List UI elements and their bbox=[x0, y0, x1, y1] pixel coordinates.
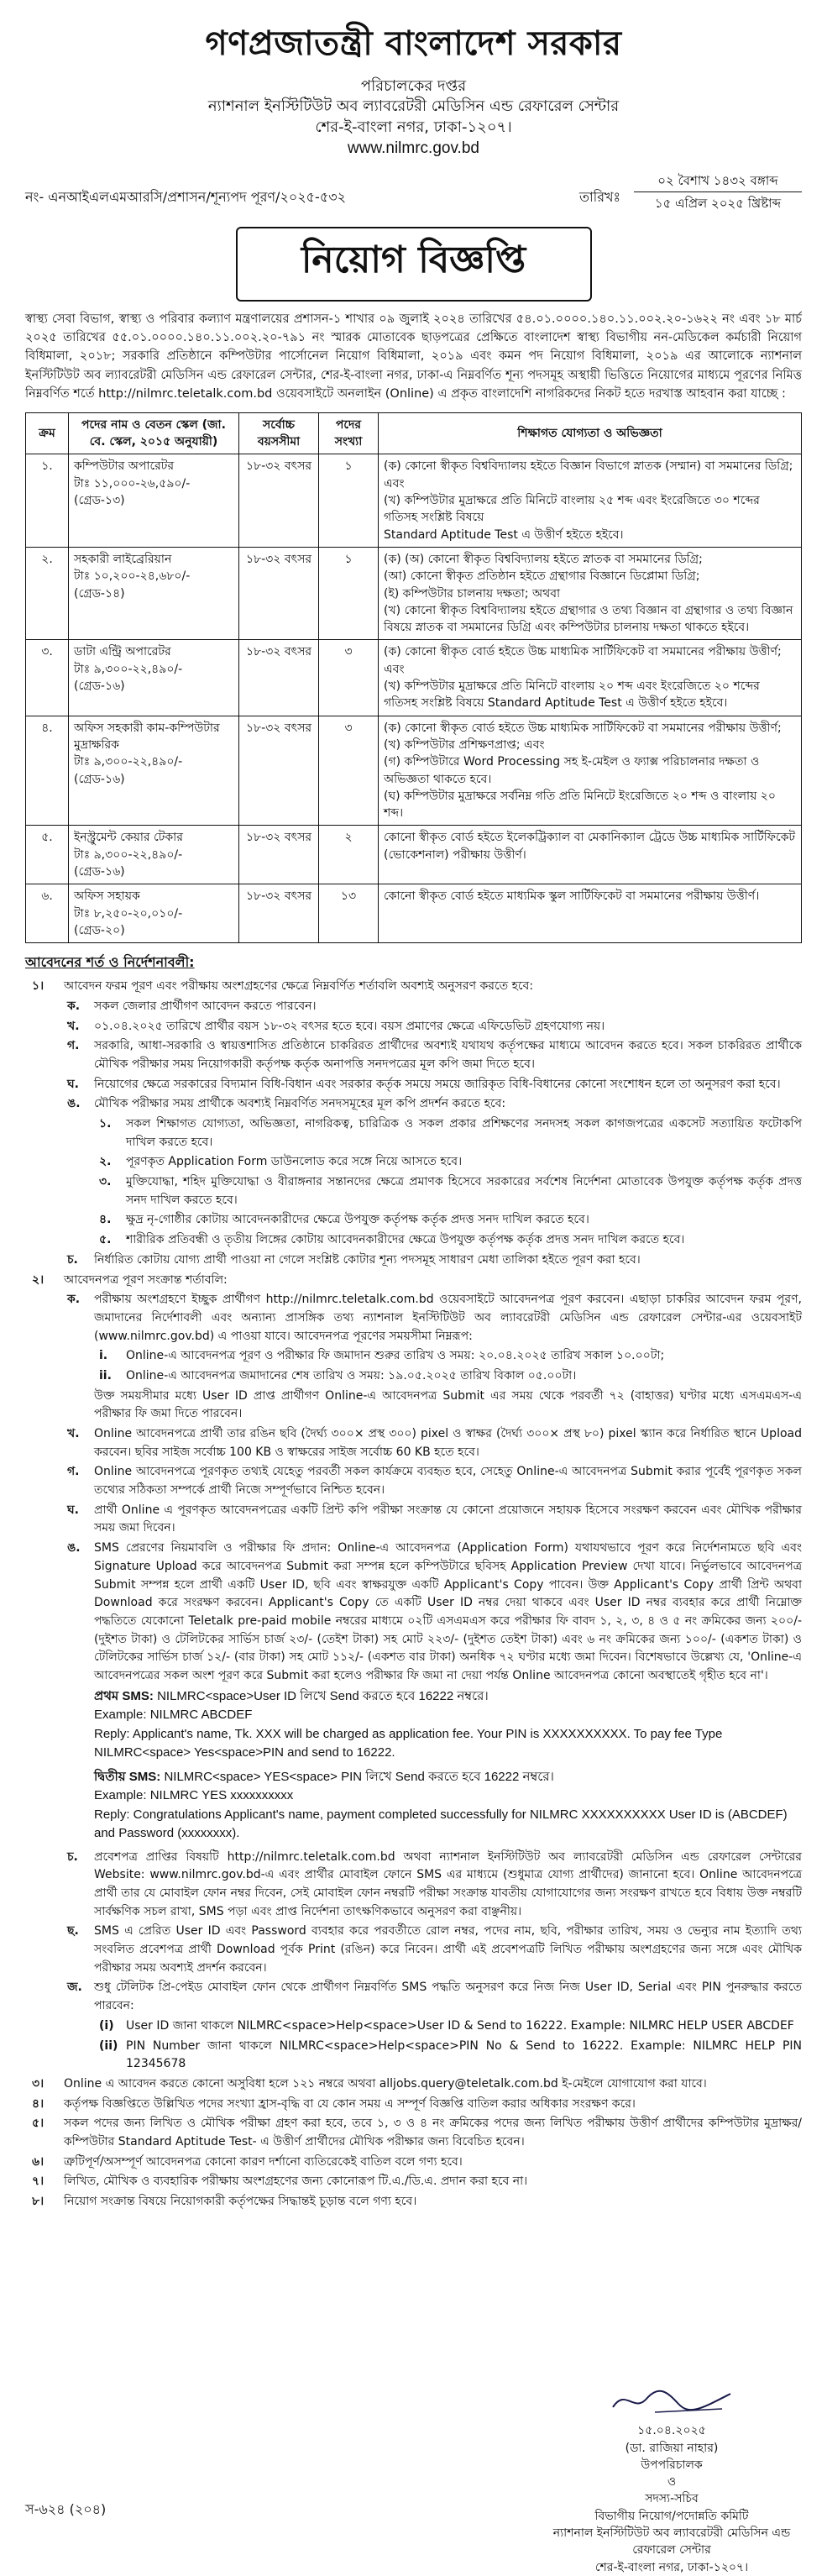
serial-number: ১. bbox=[41, 459, 53, 474]
table-row bbox=[26, 640, 802, 716]
qualification-line: Standard Aptitude Test এ উত্তীর্ণ হইতে হইবে। bbox=[384, 527, 624, 542]
qualification-line: কোনো স্বীকৃত বোর্ড হইতে ইলেকট্রিক্যাল বা মেকানিক্যাল ট্রেডে উচ্চ মাধ্যমিক সার্টিফিকেট (ভোকেশনাল) পরীক্ষায় উত্তীর্ণ। bbox=[384, 831, 796, 862]
header-age: সর্বোচ্চ বয়সসীমা bbox=[239, 412, 319, 454]
rule-number: ৫। bbox=[32, 2117, 44, 2131]
rule-item bbox=[25, 1388, 802, 1424]
rule-item bbox=[25, 1251, 802, 1270]
rule-number: ৭। bbox=[32, 2175, 44, 2189]
rule-text: Online আবেদনপত্রে পূরণকৃত তথ্যই যেহেতু পরবর্তী সকল কার্যক্রমে ব্যবহৃত হবে, সেহেতু Online-এ আবেদনপত্র Submit করার পূর্বেই পূরণকৃত সকল তথ্যের সঠিকতা সম্পর্কে প্রার্থী নিজে সম্পূর্ণভাবে নিশ্চিত হবেন। bbox=[94, 1465, 802, 1498]
date-bangla: ০২ বৈশাখ ১৪৩২ বঙ্গাব্দ bbox=[657, 172, 778, 188]
pay-scale: টাঃ ১১,০০০-২৬,৫৯০/- bbox=[74, 476, 191, 491]
age-cell bbox=[239, 884, 319, 943]
pay-scale: টাঃ ৯,৩০০-২২,৪৯০/- bbox=[74, 755, 183, 769]
serial-cell bbox=[26, 716, 69, 826]
serial-number: ৪. bbox=[41, 721, 53, 735]
rule-item bbox=[25, 1231, 802, 1250]
rule-item bbox=[25, 1076, 802, 1094]
signatory-conjunction: ও bbox=[667, 2475, 677, 2489]
qualification-line: (ক) কোনো স্বীকৃত বোর্ড হইতে উচ্চ মাধ্যমিক সার্টিফিকেট বা সমমানের পরীক্ষায় উত্তীর্ণ; bbox=[384, 721, 782, 735]
rule-text: নিয়োগ সংক্রান্ত বিষয়ে নিয়োগকারী কর্তৃপক্ষের সিদ্ধান্তই চূড়ান্ত বলে গণ্য হবে। bbox=[64, 2195, 417, 2208]
rule-text: ত্রুটিপূর্ণ/অসম্পূর্ণ আবেদনপত্র কোনো কারণ দর্শানো ব্যতিরেকেই বাতিল বলে গণ্য হবে। bbox=[64, 2154, 463, 2169]
post-name: সহকারী লাইব্রেরিয়ান bbox=[74, 552, 172, 566]
rule-number: চ. bbox=[67, 1252, 78, 1267]
rule-text: সরকারি, আধা-সরকারি ও স্বায়ত্তশাসিত প্রতিষ্ঠানে চাকরিরত প্রার্থীদের অবশ্যই যথাযথ কর্তৃপক্ষের মাধ্যমে আবেদন করতে হবে। সকল চাকরিরত প্রার্থীকে মৌখিক পরীক্ষার সময় নিয়োগকারী কর্তৃপক্ষ কর্তৃক অনাপত্তি সনদপত্রের মূল কপি জমা দিতে হবে। bbox=[94, 1039, 802, 1071]
age-cell bbox=[239, 454, 319, 547]
rule-item bbox=[25, 1849, 802, 1922]
rule-item bbox=[25, 1347, 802, 1366]
header-post: পদের নাম ও বেতন স্কেল (জা. বে. স্কেল, ২০১৫ অনুযায়ী) bbox=[69, 412, 239, 454]
count-cell bbox=[319, 640, 379, 716]
rule-item bbox=[25, 2115, 802, 2151]
age-limit: ১৮-৩২ বৎসর bbox=[245, 552, 312, 566]
age-cell bbox=[239, 547, 319, 639]
post-count: ১ bbox=[344, 459, 353, 474]
vacancy-table bbox=[25, 412, 802, 943]
post-name: অফিস সহকারী কাম-কম্পিউটার মুদ্রাক্ষরিক bbox=[74, 721, 220, 752]
rule-text: প্রার্থী Online এ পূরণকৃত আবেদনপত্রের একটি প্রিন্ট কপি পরীক্ষা সংক্রান্ত যে কোনো প্রয়োজনে সহায়ক হিসেবে সংরক্ষণ করবেন এবং মৌখিক পরীক্ষার সময় জমা দিবেন। bbox=[94, 1503, 802, 1535]
rule-text: উক্ত সময়সীমার মধ্যে User ID প্রাপ্ত প্রার্থীগণ Online-এ আবেদনপত্র Submit এর সময় থেকে পরবর্তী ৭২ (বাহাত্তর) ঘণ্টার মধ্যে এসএমএস-এ পরীক্ষার ফি জমা দিতে পারবেন। bbox=[94, 1388, 802, 1421]
post-name: কম্পিউটার অপারেটর bbox=[74, 459, 175, 474]
post-count: ৩ bbox=[344, 645, 353, 659]
count-cell bbox=[319, 826, 379, 884]
count-cell bbox=[319, 454, 379, 547]
header-count: পদের সংখ্যা bbox=[319, 412, 379, 454]
rule-number: ঙ. bbox=[67, 1541, 81, 1556]
office-name: পরিচালকের দপ্তর bbox=[360, 77, 467, 95]
qualification-line: (খ) কম্পিউটার মুদ্রাক্ষরে প্রতি মিনিটে বাংলায় ২০ শব্দ এবং ইংরেজিতে ২০ শব্দের গতিসহ সংশ্লিষ্ট বিষয়ে Standard Aptitude Test এ উত্তীর্ণ হইতে হইবে। bbox=[384, 679, 760, 711]
qualification-line: (ই) কম্পিউটার চালনায় দক্ষতা; অথবা bbox=[384, 586, 561, 601]
serial-cell bbox=[26, 454, 69, 547]
rule-number: ছ. bbox=[67, 1924, 79, 1939]
signatory-name: (ডা. রাজিয়া নাহার) bbox=[625, 2441, 719, 2455]
rule-number: ৫. bbox=[99, 1233, 112, 1247]
rule-text: লিখিত, মৌখিক ও ব্যবহারিক পরীক্ষায় অংশগ্রহণের জন্য কোনোরূপ টি.এ./ডি.এ. প্রদান করা হবে না। bbox=[64, 2175, 528, 2189]
rule-item bbox=[25, 2193, 802, 2211]
notice-title: নিয়োগ বিজ্ঞপ্তি bbox=[236, 227, 592, 302]
header-serial: ক্রম bbox=[26, 412, 69, 454]
count-cell bbox=[319, 884, 379, 943]
rule-text: শুধু টেলিটক প্রি-পেইড মোবাইল ফোন থেকে প্রার্থীগণ নিম্নবর্ণিত SMS পদ্ধতি অনুসরণ করে নিজ নিজ User ID, Serial এবং PIN পুনরুদ্ধার করতে পারবেন: bbox=[94, 1981, 802, 2013]
rule-text: SMS প্রেরণের নিয়মাবলি ও পরীক্ষার ফি প্রদান: Online-এ আবেদনপত্র (Application Form) যথাযথভাবে পূরণ করে নির্দেশনামতে ছবি এবং Signature Upload করে আবেদনপত্র Submit করা সম্পন্ন হলে কম্পিউটারে ছবিসহ Application Preview দেখা যাবে। নির্ভুলভাবে আবেদনপত্র Submit সম্পন্ন হলে প্রার্থী একটি User ID, ছবি এবং স্বাক্ষরযুক্ত একটি Applicant's Copy পাবেন। উক্ত Applicant's Copy প্রার্থী প্রিন্ট অথবা Download করে সংরক্ষণ করবেন। Applicant's Copy তে একটি User ID নম্বর দেয়া থাকবে এবং User ID নম্বর ব্যবহার করে প্রার্থী নিম্নোক্ত পদ্ধতিতে যেকোনো Teletalk pre-paid mobile নম্বরের মাধ্যমে ০২টি এসএমএস করে পরীক্ষার ফি বাবদ ১, ২, ৩, ৪ ও ৫ নং ক্রমিকের জন্য ২০০/- (দুইশত টাকা) ও টেলিটকের সার্ভিস চার্জ ২৩/- (তেইশ টাকা) সহ মোট ২২৩/- (দুইশত তেইশ টাকা) এবং ৬ নং ক্রমিকের জন্য ১০০/- (একশত টাকা) ও টেলিটকের সার্ভিস চার্জ ১২/- (বার টাকা) সহ মোট ১১২/- (একশত বার টাকা) অনধিক ৭২ ঘণ্টার মধ্যে জমা দিবেন। বিশেষভাবে উল্লেখ্য যে, 'Online-এ আবেদনপত্রের সকল অংশ পূরণ করে Submit করা হলেও পরীক্ষার ফি জমা না দেয়া পর্যন্ত Online আবেদনপত্র কোনো অবস্থাতেই গৃহীত হবে না'। bbox=[94, 1541, 802, 1682]
qualification-line: (আ) কোনো স্বীকৃত প্রতিষ্ঠান হইতে গ্রন্থাগার বিজ্ঞানে ডিপ্লোমা ডিগ্রি; bbox=[384, 569, 700, 584]
memo-number: নং- এনআইএলএমআরসি/প্রশাসন/শূন্যপদ পূরণ/২০২৫-৫৩২ bbox=[25, 188, 347, 205]
age-limit: ১৮-৩২ বৎসর bbox=[245, 645, 312, 659]
pay-grade: (গ্রেড-১৬) bbox=[74, 772, 125, 786]
rule-text: ক্ষুদ্র নৃ-গোষ্ঠীর কোটায় আবেদনকারীদের ক্ষেত্রে উপযুক্ত কর্তৃপক্ষ কর্তৃক প্রদত্ত সনদ দাখিল করতে হবে। bbox=[126, 1213, 589, 1227]
qualification-line: (গ) কম্পিউটারে Word Processing সহ ই-মেইল ও ফ্যাক্স পরিচালনার দক্ষতা ও অভিজ্ঞতা থাকতে হবে। bbox=[384, 755, 760, 786]
institute-address: শের-ই-বাংলা নগর, ঢাকা-১২০৭। bbox=[315, 118, 512, 136]
signatory-org: ন্যাশনাল ইনস্টিটিউট অব ল্যাবরেটরী মেডিসিন এন্ড রেফারেল সেন্টার bbox=[552, 2526, 791, 2558]
signatory-role: সদস্য-সচিব bbox=[645, 2492, 699, 2506]
rule-item bbox=[25, 2173, 802, 2191]
rule-item bbox=[25, 1115, 802, 1152]
table-row bbox=[26, 454, 802, 547]
age-limit: ১৮-৩২ বৎসর bbox=[245, 889, 312, 904]
pay-scale: টাঃ ১০,২০০-২৪,৬৮০/- bbox=[74, 569, 191, 584]
rule-text: Online আবেদনপত্রে প্রার্থী তার রঙিন ছবি (দৈর্ঘ্য ৩০০× প্রস্থ ৩০০) pixel ও স্বাক্ষর (দৈর্ঘ্য ৩০০× প্রস্থ ৮০) pixel স্ক্যান করে নির্ধারিত স্থানে Upload করবেন। ছবির সাইজ সর্বোচ্চ 100 KB ও স্বাক্ষরের সাইজ সর্বোচ্চ 60 KB হতে হবে। bbox=[94, 1427, 802, 1459]
serial-number: ৫. bbox=[41, 831, 53, 845]
letterhead bbox=[25, 17, 802, 160]
rule-item bbox=[25, 1272, 802, 1290]
rule-item bbox=[25, 1540, 802, 1686]
serial-cell bbox=[26, 884, 69, 943]
rule-item bbox=[25, 1367, 802, 1386]
rule-text: ০১.০৪.২০২৫ তারিখে প্রার্থীর বয়স ১৮-৩২ বৎসর হতে হবে। বয়স প্রমাণের ক্ষেত্রে এফিডেভিট গ্রহণযোগ্য নয়। bbox=[94, 1019, 605, 1033]
pay-grade: (গ্রেড-১৬) bbox=[74, 865, 125, 879]
age-cell bbox=[239, 640, 319, 716]
rule-item bbox=[25, 1979, 802, 2015]
rule-number: ৬। bbox=[32, 2154, 44, 2169]
post-name: ডাটা এন্ট্রি অপারেটর bbox=[74, 645, 171, 659]
rule-text: SMS এ প্রেরিত User ID এবং Password ব্যবহার করে পরবর্তীতে রোল নম্বর, পদের নাম, ছবি, পরীক্ষার তারিখ, সময় ও ভেন্যুর নাম ইত্যাদি তথ্য সংবলিত প্রবেশপত্র প্রার্থী Download পূর্বক Print (রঙিন) করে নিবেন। প্রার্থী এই প্রবেশপত্রটি লিখিত পরীক্ষায় অংশগ্রহণের জন্য সঙ্গে এবং মৌখিক পরীক্ষার সময় অবশ্যই প্রদর্শন করবেন। bbox=[94, 1924, 802, 1975]
post-cell bbox=[69, 716, 239, 826]
serial-cell bbox=[26, 640, 69, 716]
date-english: ১৫ এপ্রিল ২০২৫ খ্রিষ্টাব্দ bbox=[654, 196, 782, 212]
signatory-designation: উপপরিচালক bbox=[641, 2458, 703, 2472]
rule-text: নিয়োগের ক্ষেত্রে সরকারের বিদ্যমান বিধি-বিধান এবং সরকার কর্তৃক সময়ে সময়ে জারিকৃত বিধি-বিধানের কোনো সংশোধন হলে তা অনুসরণ করা হবে। bbox=[94, 1077, 781, 1091]
age-limit: ১৮-৩২ বৎসর bbox=[245, 831, 312, 845]
rule-number: ২। bbox=[32, 1272, 44, 1287]
rule-item bbox=[25, 998, 802, 1016]
post-count: ১৩ bbox=[340, 889, 357, 904]
serial-cell bbox=[26, 547, 69, 639]
qualification-cell bbox=[379, 547, 802, 639]
pay-grade: (গ্রেড-১৩) bbox=[74, 494, 125, 508]
rule-number: ৮। bbox=[32, 2195, 44, 2208]
rule-number: ৪। bbox=[32, 2096, 44, 2111]
rule-item bbox=[25, 1153, 802, 1172]
rule-number: ৩। bbox=[32, 2076, 44, 2091]
intro-paragraph: স্বাস্থ্য সেবা বিভাগ, স্বাস্থ্য ও পরিবার কল্যাণ মন্ত্রণালয়ের প্রশাসন-১ শাখার ০৯ জুলাই ২০২৪ তারিখের ৫৪.০১.০০০০.১৪০.১১.০০২.২০-১৬২২ নং এবং ১৮ মার্চ ২০২৫ তারিখের ৫৫.০১.০০০০.১৪০.১১.০০২.২০-৭৯১ নং স্মারক মোতাবেক ছাড়পত্রের প্রেক্ষিতে বাংলাদেশ স্বাস্থ্য বিভাগীয় নন-মেডিকেল কর্মচারী নিয়োগ বিধিমালা, ২০১৮; সরকারি প্রতিষ্ঠানে কম্পিউটার পার্সোনেল নিয়োগ বিধিমালা, ২০১৯ এবং কমন পদ নিয়োগ বিধিমালা, ২০১৯ এর আলোকে ন্যাশনাল ইনস্টিটিউট অব ল্যাবরেটরী মেডিসিন এন্ড রেফারেল সেন্টার, শের-ই-বাংলা নগর, ঢাকা-এ নিম্নবর্ণিত শূন্য পদসমূহ অস্থায়ী ভিত্তিতে নিয়োগের মাধ্যমে পূরণের নিমিত্ত নিম্নবর্ণিত শর্তে http://nilmrc.teletalk.com.bd ওয়েবসাইটে অনলাইন (Online) এ প্রকৃত বাংলাদেশি নাগরিকদের নিকট হতে দরখাস্ত আহবান করা যাচ্ছে : bbox=[25, 312, 802, 401]
sms-second-format: NILMRC<space> YES<space> PIN লিখে Send করতে হবে 16222 নম্বরে। bbox=[164, 1769, 554, 1784]
rule-item bbox=[25, 1291, 802, 1346]
serial-cell bbox=[26, 826, 69, 884]
footer-code: স-৬২৪ (২০৪) bbox=[25, 2501, 107, 2517]
signature-block bbox=[537, 2384, 806, 2576]
rule-text: সকল শিক্ষাগত যোগ্যতা, অভিজ্ঞতা, নাগরিকত্ব, চারিত্রিক ও সকল প্রকার প্রশিক্ষণের সনদসহ সকল কাগজপত্রের একসেট সত্যায়িত ফটোকপি দাখিল করতে হবে। bbox=[126, 1117, 802, 1149]
pay-grade: (গ্রেড-২০) bbox=[74, 923, 125, 937]
rule-text: মৌখিক পরীক্ষার সময় প্রার্থীকে অবশ্যই নিম্নবর্ণিত সনদসমূহের মূল কপি প্রদর্শন করতে হবে: bbox=[94, 1097, 506, 1111]
rule-item bbox=[25, 2075, 802, 2094]
rule-item bbox=[25, 1425, 802, 1461]
rule-item bbox=[25, 978, 802, 996]
rule-number: ৪. bbox=[99, 1213, 112, 1227]
rule-number: ২. bbox=[99, 1155, 112, 1169]
qualification-cell bbox=[379, 454, 802, 547]
rule-number: খ. bbox=[67, 1019, 80, 1033]
institute-name: ন্যাশনাল ইনস্টিটিউট অব ল্যাবরেটরী মেডিসিন এন্ড রেফারেল সেন্টার bbox=[207, 97, 620, 116]
sms-second-reply: Reply: Congratulations Applicant's name, payment completed successfully for NILMRC XXXXXXXXXX User ID is (ABCDEF) and Password (xxxxxxxx). bbox=[94, 1807, 788, 1841]
rule-text: PIN Number জানা থাকলে NILMRC<space>Help<space>PIN No & Send to 16222. Example: NILMRC HELP PIN 12345678 bbox=[126, 2038, 802, 2071]
rule-number: ঙ. bbox=[67, 1097, 81, 1111]
qualification-line: (খ) কম্পিউটার প্রশিক্ষণপ্রাপ্ত; এবং bbox=[384, 737, 545, 752]
post-cell bbox=[69, 826, 239, 884]
post-name: ইনস্ট্রুমেন্ট কেয়ার টেকার bbox=[74, 831, 183, 845]
pay-scale: টাঃ ৯,৩০০-২২,৪৯০/- bbox=[74, 847, 183, 862]
rule-number: ক. bbox=[67, 1293, 81, 1307]
sms-second-label: দ্বিতীয় SMS: bbox=[94, 1769, 161, 1784]
rule-number: গ. bbox=[67, 1039, 80, 1053]
table-row bbox=[26, 547, 802, 639]
government-title: গণপ্রজাতন্ত্রী বাংলাদেশ সরকার bbox=[205, 24, 622, 63]
signature-date: ১৫.০৪.২০২৫ bbox=[637, 2424, 706, 2438]
rule-text: কর্তৃপক্ষ বিজ্ঞপ্তিতে উল্লিখিত পদের সংখ্যা হ্রাস-বৃদ্ধি বা যে কোন সময় এ সম্পূর্ণ বিজ্ঞপ্তি বাতিল করার অধিকার সংরক্ষণ করে। bbox=[64, 2096, 636, 2111]
rule-text: Online-এ আবেদনপত্র পূরণ ও পরীক্ষার ফি জমাদান শুরুর তারিখ ও সময়: ২০.০৪.২০২৫ তারিখ সকাল ১০.০০টা; bbox=[126, 1349, 665, 1363]
rule-number: জ. bbox=[67, 1981, 82, 1995]
rule-number: খ. bbox=[67, 1427, 80, 1440]
qualification-cell bbox=[379, 884, 802, 943]
rule-number: (ii) bbox=[99, 2038, 118, 2053]
qualification-cell bbox=[379, 826, 802, 884]
rule-item bbox=[25, 1018, 802, 1036]
committee-name: বিভাগীয় নিয়োগ/পদোন্নতি কমিটি bbox=[594, 2509, 749, 2523]
pay-scale: টাঃ ৮,২৫০-২০,০১০/- bbox=[74, 906, 183, 921]
rule-number: ii. bbox=[99, 1368, 112, 1382]
rule-number: ১. bbox=[99, 1117, 112, 1131]
post-count: ৩ bbox=[344, 721, 353, 735]
rule-text: Online এ আবেদন করতে কোনো অসুবিধা হলে ১২১ নম্বরে অথবা alljobs.query@teletalk.com.bd ই-মেইলে যোগাযোগ করা যাবে। bbox=[64, 2076, 707, 2091]
rule-number: (i) bbox=[99, 2018, 114, 2033]
rule-number: ঘ. bbox=[67, 1077, 79, 1091]
qualification-line: (ঘ) কম্পিউটার মুদ্রাক্ষরে সর্বনিম্ন গতি প্রতি মিনিটে ইংরেজিতে ২০ শব্দ ও বাংলায় ২০ শব্দ। bbox=[384, 789, 777, 821]
rule-text: পূরণকৃত Application Form ডাউনলোড করে সঙ্গে নিয়ে আসতে হবে। bbox=[126, 1155, 463, 1169]
rule-item bbox=[25, 1211, 802, 1230]
age-cell bbox=[239, 826, 319, 884]
qualification-line: (খ) কম্পিউটার মুদ্রাক্ষরে প্রতি মিনিটে বাংলায় ২৫ শব্দ এবং ইংরেজিতে ৩০ শব্দের গতিসহ সংশ্লিষ্ট বিষয়ে bbox=[384, 494, 760, 525]
rule-item bbox=[25, 2038, 802, 2074]
rule-text: পরীক্ষায় অংশগ্রহণে ইচ্ছুক প্রার্থীগণ http://nilmrc.teletalk.com.bd ওয়েবসাইটে আবেদনপত্র পূরণ করবেন। এছাড়া চাকরির আবেদন ফরম পূরণ, জমাদানের নির্দেশাবলী এবং অন্যান্য প্রাসঙ্গিক তথ্য ন্যাশনাল ইনস্টিটিউট অব ল্যাবরেটরী মেডিসিন এন্ড রেফারেল সেন্টার-এর ওয়েবসাইট (www.nilmrc.gov.bd) এ পাওয়া যাবে। আবেদনপত্র পূরণের সময়সীমা নিম্নরূপ: bbox=[94, 1293, 802, 1343]
date-block bbox=[634, 171, 802, 213]
handwritten-signature bbox=[605, 2384, 739, 2417]
table-row bbox=[26, 826, 802, 884]
serial-number: ২. bbox=[41, 552, 53, 566]
qualification-line: (খ) কোনো স্বীকৃত বিশ্ববিদ্যালয় হইতে গ্রন্থাগার ও তথ্য বিজ্ঞান বা গ্রন্থাগার ও তথ্য বিজ্ঞান বিষয়ে স্নাতক বা সমমানের ডিগ্রি এবং কম্পিউটার চালনায় দক্ষতা থাকতে হইবে। bbox=[384, 603, 793, 635]
qualification-line: কোনো স্বীকৃত বোর্ড হইতে মাধ্যমিক স্কুল সার্টিফিকেট বা সমমানের পরীক্ষায় উত্তীর্ণ। bbox=[384, 889, 760, 904]
post-cell bbox=[69, 454, 239, 547]
rule-text: User ID জানা থাকলে NILMRC<space>Help<space>User ID & Send to 16222. Example: NILMRC HELP USER ABCDEF bbox=[126, 2018, 794, 2033]
sms-instructions bbox=[25, 1687, 802, 1844]
table-row bbox=[26, 884, 802, 943]
sms-second-example: Example: NILMRC YES xxxxxxxxxx bbox=[94, 1788, 294, 1803]
pay-grade: (গ্রেড-১৬) bbox=[74, 679, 125, 694]
rule-number: গ. bbox=[67, 1465, 80, 1479]
rule-item bbox=[25, 2017, 802, 2036]
qualification-cell bbox=[379, 716, 802, 826]
qualification-line: (ক) কোনো স্বীকৃত বিশ্ববিদ্যালয় হইতে বিজ্ঞান বিভাগে স্নাতক (সম্মান) বা সমমানের ডিগ্রি; এবং bbox=[384, 459, 793, 491]
rule-item bbox=[25, 1502, 802, 1538]
header-qualification: শিক্ষাগত যোগ্যতা ও অভিজ্ঞতা bbox=[379, 412, 802, 454]
rule-text: আবেদন ফরম পূরণ এবং পরীক্ষায় অংশগ্রহণের ক্ষেত্রে নিম্নবর্ণিত শর্তাবলি অবশ্যই অনুসরণ করতে হবে: bbox=[64, 979, 534, 994]
rule-text: Online-এ আবেদনপত্র জমাদানের শেষ তারিখ ও সময়: ১৯.০৫.২০২৫ তারিখ বিকাল ০৫.০০টা। bbox=[126, 1368, 577, 1382]
rule-text: মুক্তিযোদ্ধা, শহিদ মুক্তিযোদ্ধা ও বীরাঙ্গনার সন্তানদের ক্ষেত্রে প্রমাণক হিসেবে সরকারের সর্বশেষ নির্দেশনা মোতাবেক উপযুক্ত কর্তৃপক্ষ কর্তৃক প্রদত্ত সনদ দাখিল করতে হবে। bbox=[126, 1175, 802, 1207]
rule-number: চ. bbox=[67, 1849, 78, 1864]
website-link[interactable]: www.nilmrc.gov.bd bbox=[348, 139, 479, 157]
qualification-line: (ক) (অ) কোনো স্বীকৃত বিশ্ববিদ্যালয় হইতে স্নাতক বা সমমানের ডিগ্রি; bbox=[384, 552, 703, 566]
serial-number: ৬. bbox=[41, 889, 53, 904]
rule-text: শারীরিক প্রতিবন্ধী ও তৃতীয় লিঙ্গের কোটায় আবেদনকারীদের ক্ষেত্রে উপযুক্ত কর্তৃপক্ষ কর্তৃক প্রদত্ত সনদ দাখিল করতে হবে। bbox=[126, 1233, 685, 1247]
rule-text: নির্ধারিত কোটায় যোগ্য প্রার্থী পাওয়া না গেলে সংশ্লিষ্ট কোটার শূন্য পদসমূহ সাধারণ মেধা তালিকা হইতে পূরণ করা হবে। bbox=[94, 1252, 641, 1267]
rule-item bbox=[25, 2096, 802, 2114]
age-cell bbox=[239, 716, 319, 826]
count-cell bbox=[319, 547, 379, 639]
signatory-address: শের-ই-বাংলা নগর, ঢাকা-১২০৭। bbox=[594, 2560, 749, 2574]
post-cell bbox=[69, 640, 239, 716]
pay-scale: টাঃ ৯,৩০০-২২,৪৯০/- bbox=[74, 662, 183, 676]
rule-item bbox=[25, 1923, 802, 1977]
rules-list bbox=[25, 978, 802, 1685]
count-cell bbox=[319, 716, 379, 826]
rule-number: ক. bbox=[67, 999, 81, 1013]
rule-number: ৩. bbox=[99, 1175, 112, 1189]
rule-item bbox=[25, 1095, 802, 1114]
post-cell bbox=[69, 547, 239, 639]
rule-item bbox=[25, 1463, 802, 1499]
sms-first-reply: Reply: Applicant's name, Tk. XXX will be charged as application fee. Your PIN is XXXXXXXXXX. To pay fee Type NILMRC<space> Yes<space>PIN and send to 16222. bbox=[94, 1726, 723, 1760]
rule-item bbox=[25, 1037, 802, 1073]
rule-text: আবেদনপত্র পূরণ সংক্রান্ত শর্তাবলি: bbox=[64, 1272, 228, 1287]
rule-item bbox=[25, 2154, 802, 2172]
post-cell bbox=[69, 884, 239, 943]
age-limit: ১৮-৩২ বৎসর bbox=[245, 721, 312, 735]
sms-first-format: NILMRC<space>User ID লিখে Send করতে হবে 16222 নম্বরে। bbox=[157, 1688, 489, 1703]
sms-first-example: Example: NILMRC ABCDEF bbox=[94, 1708, 253, 1723]
date-label: তারিখঃ bbox=[579, 188, 621, 205]
qualification-cell bbox=[379, 640, 802, 716]
post-count: ২ bbox=[344, 831, 353, 845]
rules-list-continued bbox=[25, 1849, 802, 2211]
qualification-line: (ক) কোনো স্বীকৃত বোর্ড হইতে উচ্চ মাধ্যমিক সার্টিফিকেট বা সমমানের পরীক্ষায় উত্তীর্ণ; এবং bbox=[384, 645, 782, 676]
table-header-row bbox=[26, 412, 802, 454]
pay-grade: (গ্রেড-১৪) bbox=[74, 586, 125, 601]
rule-number: ১। bbox=[32, 979, 44, 994]
serial-number: ৩. bbox=[41, 645, 53, 659]
post-count: ১ bbox=[344, 552, 353, 566]
rule-number: ঘ. bbox=[67, 1503, 79, 1517]
rule-text: সকল পদের জন্য লিখিত ও মৌখিক পরীক্ষা গ্রহণ করা হবে, তবে ১, ৩ ও ৪ নং ক্রমিকের পদের জন্য লিখিত পরীক্ষায় উত্তীর্ণ প্রার্থীদের কম্পিউটার মুদ্রাক্ষর/ কম্পিউটার Standard Aptitude Test- এ উত্তীর্ণ প্রার্থীদের মৌখিক পরীক্ষার জন্য বিবেচিত হবেন। bbox=[64, 2117, 802, 2148]
rule-text: সকল জেলার প্রার্থীগণ আবেদন করতে পারবেন। bbox=[94, 999, 317, 1013]
table-row bbox=[26, 716, 802, 826]
post-name: অফিস সহায়ক bbox=[74, 889, 140, 904]
age-limit: ১৮-৩২ বৎসর bbox=[245, 459, 312, 474]
rule-text: প্রবেশপত্র প্রাপ্তির বিষয়টি http://nilmrc.teletalk.com.bd অথবা ন্যাশনাল ইনস্টিটিউট অব ল্যাবরেটরী মেডিসিন এন্ড রেফারেল সেন্টারের Website: www.nilmrc.gov.bd-এ এবং প্রার্থীর মোবাইল ফোনে SMS এর মাধ্যমে (শুধুমাত্র যোগ্য প্রার্থীদের) জানানো হবে। Online আবেদনপত্রে প্রার্থী তার যে মোবাইল ফোন নম্বর দিবেন, সেই মোবাইল ফোন নম্বরটি পরীক্ষা সংক্রান্ত যাবতীয় যোগাযোগের জন্য সংরক্ষণ রাখতে হবে বিধায় উক্ত নম্বরটি সার্বক্ষণিক সচল রাখা, SMS পড়া এবং প্রাপ্ত নির্দেশনা তাৎক্ষণিকভাবে অনুসরণ করা বাঞ্ছনীয়। bbox=[94, 1849, 802, 1918]
sms-first-label: প্রথম SMS: bbox=[94, 1688, 154, 1703]
rule-item bbox=[25, 1173, 802, 1209]
rules-title: আবেদনের শর্ত ও নির্দেশনাবলী: bbox=[25, 954, 195, 971]
rule-number: i. bbox=[99, 1349, 108, 1363]
memo-row bbox=[25, 171, 802, 220]
